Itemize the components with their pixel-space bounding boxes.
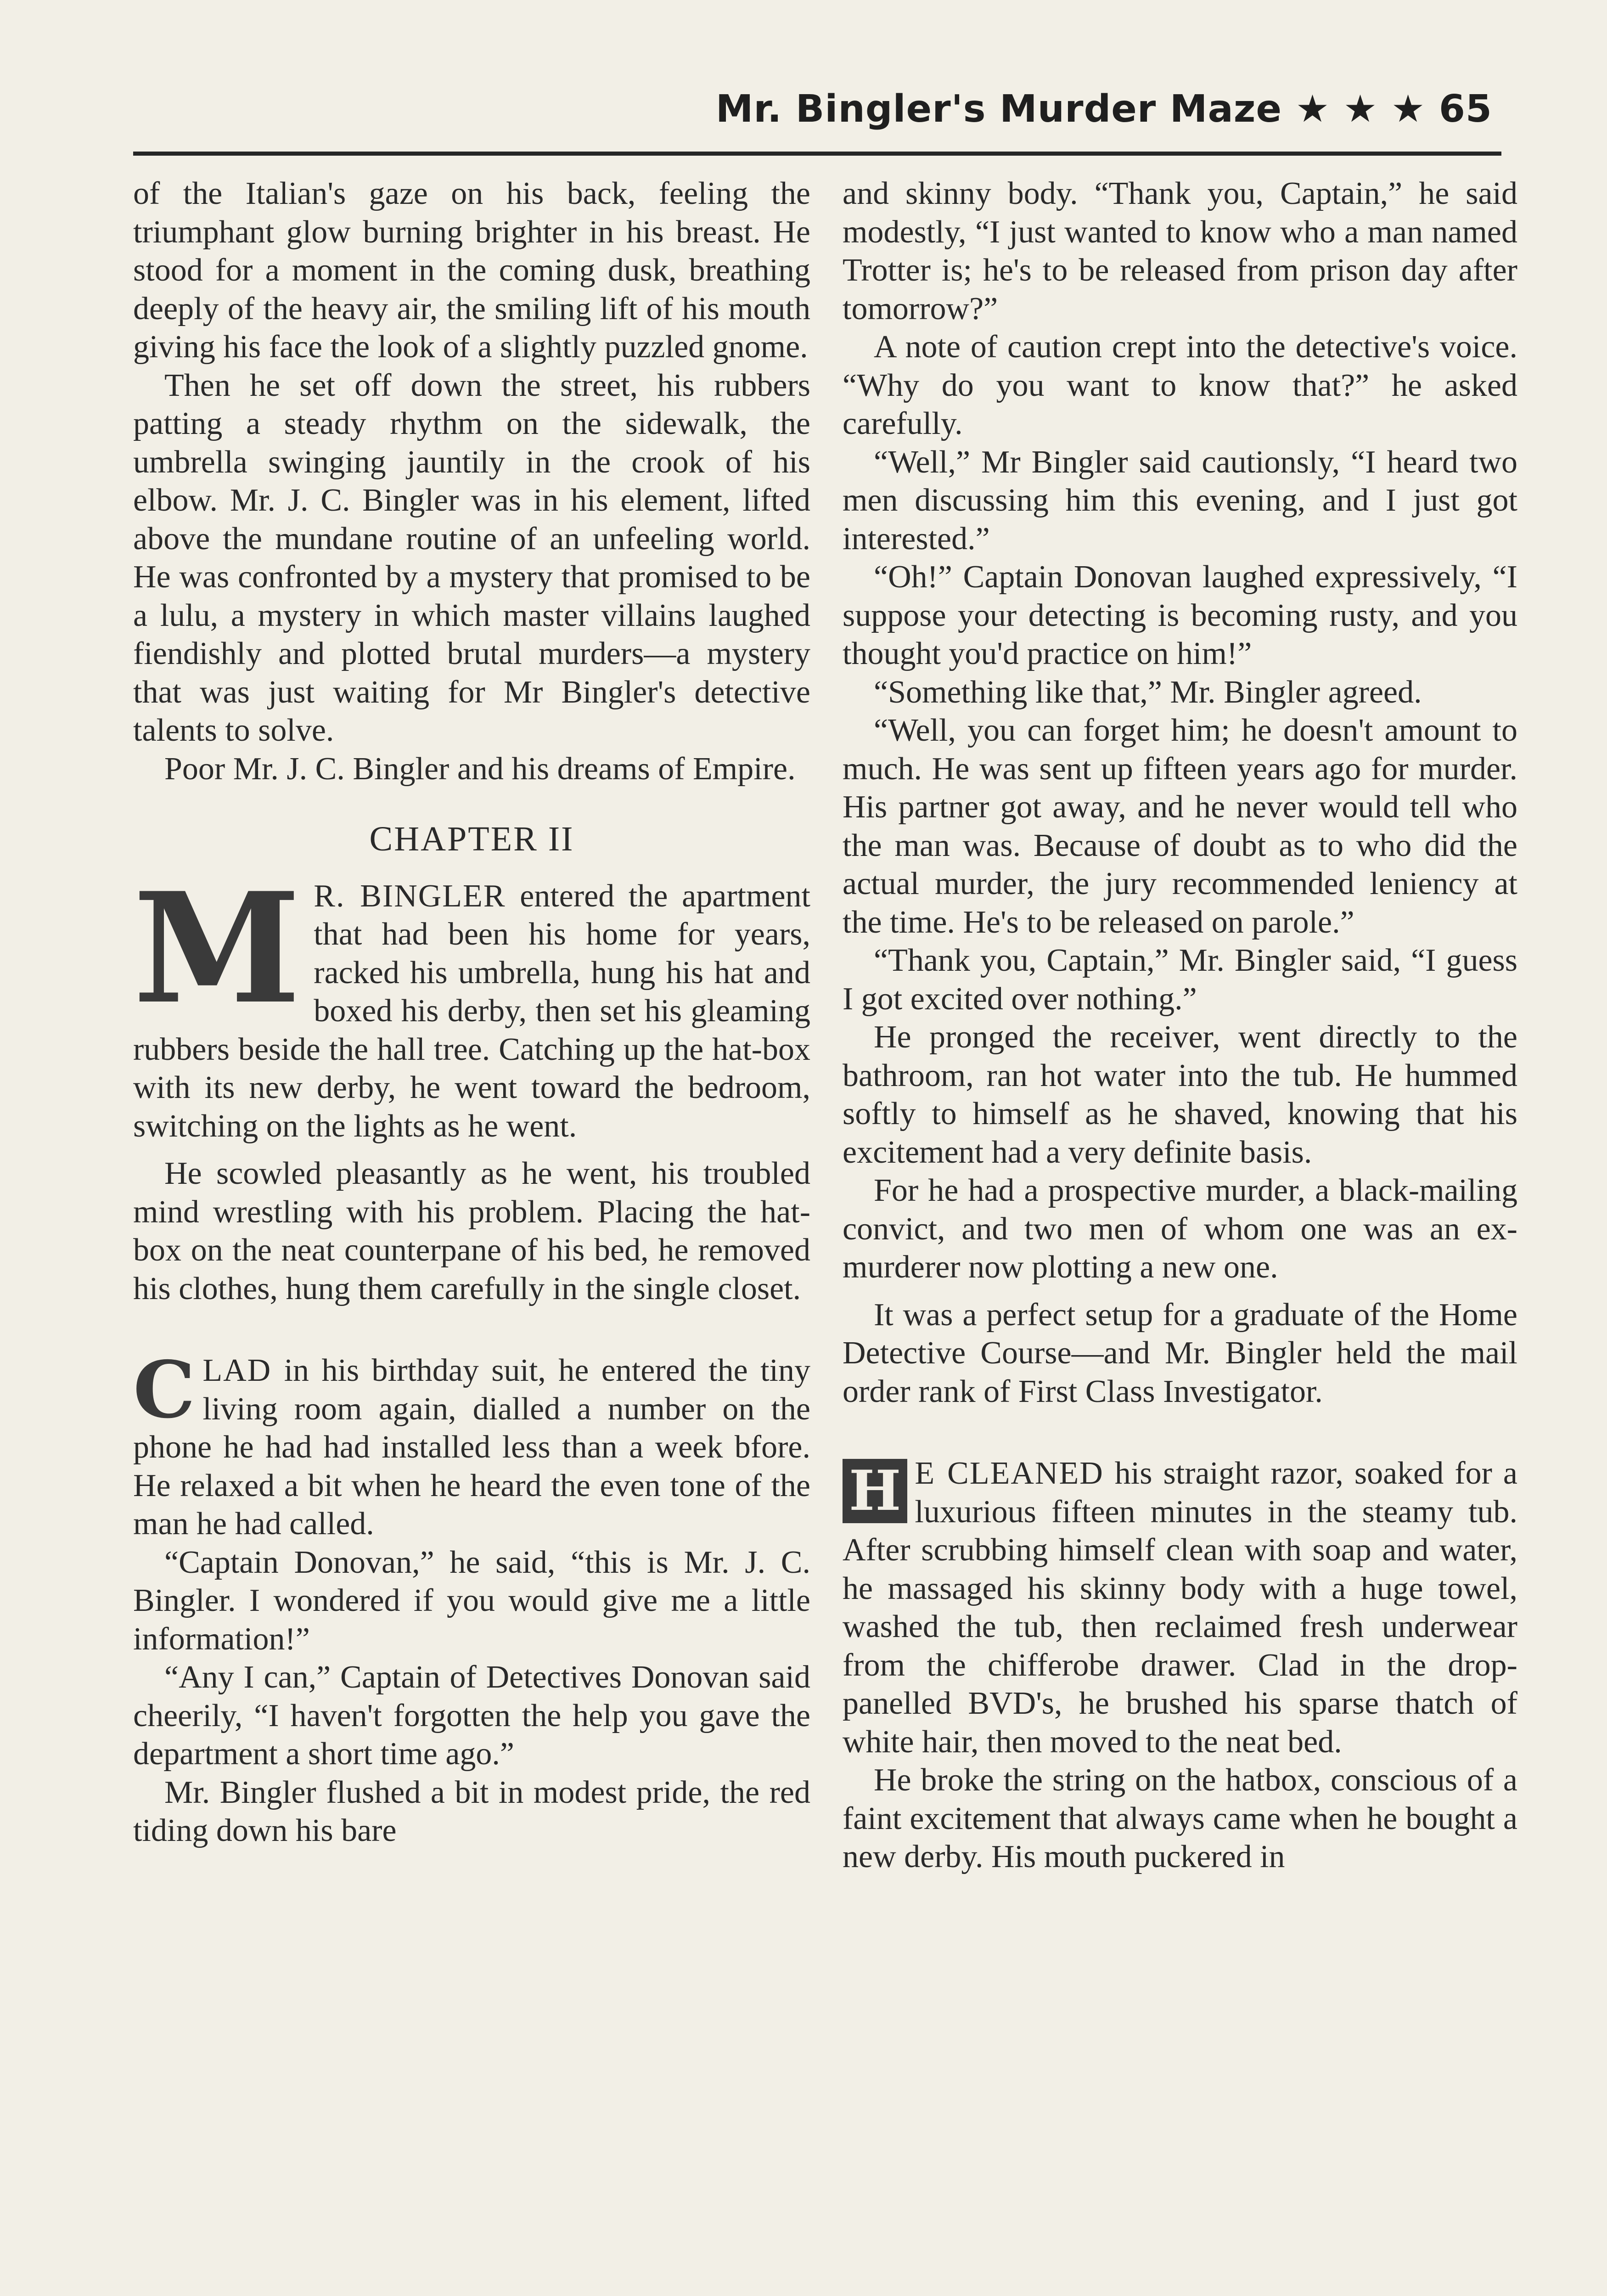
paragraph: Mr. Bingler flushed a bit in modest pride, the red tiding down his bare <box>133 1774 810 1848</box>
paragraph: He pronged the receiver, went directly to the bathroom, ran hot water into the tub. He hummed softly to himself as he shaved, knowing that his excitement had a very definite basis. <box>843 1019 1517 1170</box>
lead-in-caps: LAD <box>202 1353 272 1388</box>
paragraph: Poor Mr. J. C. Bingler and his dreams of Empire. <box>164 751 796 787</box>
drop-cap-h: H <box>843 1459 907 1523</box>
drop-cap-m: M <box>133 859 301 1037</box>
paragraph: “Something like that,” Mr. Bingler agreed. <box>874 674 1422 710</box>
paragraph: Then he set off down the street, his rubbers patting a steady rhythm on the sidewalk, the umbrella swinging jauntily in the crook of his elbow. Mr. J. C. Bingler was in his element, lifted above the mundane routine of an unfeeling world. He was confronted by a mystery that promised to be a lulu, a mystery in which master villains laughed fiendishly and plotted brutal murders—a mystery that was just waiting for Mr Bingler's detective talents to solve. <box>133 367 810 748</box>
paragraph: “Well,” Mr Bingler said cautionsly, “I heard two men discussing him this evening, and I just got interested.” <box>843 444 1517 557</box>
paragraph-text: in his birthday suit, he entered the tiny living room again, dialled a number on the phone he had had installed less than a week bfore. He relaxed a bit when he heard the even tone of the man he had called. <box>133 1353 810 1542</box>
lead-in-caps: E CLEANED <box>915 1456 1104 1491</box>
paragraph: and skinny body. “Thank you, Captain,” he said modestly, “I just wanted to know who a man named Trotter is; he's to be released from prison day after tomorrow?” <box>843 176 1517 326</box>
left-column <box>133 174 810 1850</box>
paragraph: of the Italian's gaze on his back, feeling the triumphant glow burning brighter in his breast. He stood for a moment in the coming dusk, breathing deeply of the heavy air, the smiling lift of his mouth giving his face the look of a slightly puzzled gnome. <box>133 176 810 365</box>
header-rule <box>133 152 1501 156</box>
paragraph-with-dropcap <box>843 1454 1517 1761</box>
paragraph: “Any I can,” Captain of Detectives Donovan said cheerily, “I haven't forgotten the help you gave the department a short time ago.” <box>133 1660 810 1772</box>
paragraph: “Captain Donovan,” he said, “this is Mr. J. C. Bingler. I wondered if you would give me a little information!” <box>133 1544 810 1657</box>
drop-cap-c: C <box>133 1344 196 1436</box>
paragraph: It was a perfect setup for a graduate of the Home Detective Course—and Mr. Bingler held the mail order rank of First Class Investigator. <box>843 1297 1517 1409</box>
paragraph-text: entered the apartment that had been his home for years, racked his umbrella, hung his hat and boxed his derby, then set his gleaming rubbers beside the hall tree. Catching up the hat-box with its new derby, he went toward the bedroom, switching on the lights as he went. <box>133 878 810 1144</box>
paragraph: He scowled pleasantly as he went, his troubled mind wrestling with his problem. Placing the hat-box on the neat counterpane of his bed, he removed his clothes, hung them carefully in the single closet. <box>133 1156 810 1306</box>
paragraph: “Well, you can forget him; he doesn't amount to much. He was sent up fifteen years ago for murder. His partner got away, and he never would tell who the man was. Because of doubt as to who did the actual murder, the jury recommended leniency at the time. He's to be released on parole.” <box>843 713 1517 940</box>
paragraph-text: his straight razor, soaked for a luxurious fifteen minutes in the steamy tub. After scrubbing himself clean with soap and water, he massaged his skinny body with a huge towel, washed the tub, then reclaimed fresh underwear from the chifferobe drawer. Clad in the drop-panelled BVD's, he brushed his sparse thatch of white hair, then moved to the neat bed. <box>843 1456 1517 1760</box>
paragraph: “Oh!” Captain Donovan laughed expressively, “I suppose your detecting is becoming rusty, and you thought you'd practice on him!” <box>843 559 1517 671</box>
paragraph: For he had a prospective murder, a black-mailing convict, and two men of whom one was an ex-murderer now plotting a new one. <box>843 1173 1517 1285</box>
chapter-heading: CHAPTER II <box>369 820 574 858</box>
paragraph-with-dropcap <box>133 1344 810 1543</box>
lead-in-caps: R. BINGLER <box>314 878 506 914</box>
paragraph: He broke the string on the hatbox, conscious of a faint excitement that always came when he bought a new derby. His mouth puckered in <box>843 1762 1517 1874</box>
right-column <box>843 174 1517 1876</box>
paragraph-with-dropcap <box>133 859 810 1146</box>
paragraph: A note of caution crept into the detective's voice. “Why do you want to know that?” he asked carefully. <box>843 329 1517 441</box>
running-header: Mr. Bingler's Murder Maze ★ ★ ★ 65 <box>715 87 1492 131</box>
paragraph: “Thank you, Captain,” Mr. Bingler said, “I guess I got excited over nothing.” <box>843 943 1517 1017</box>
